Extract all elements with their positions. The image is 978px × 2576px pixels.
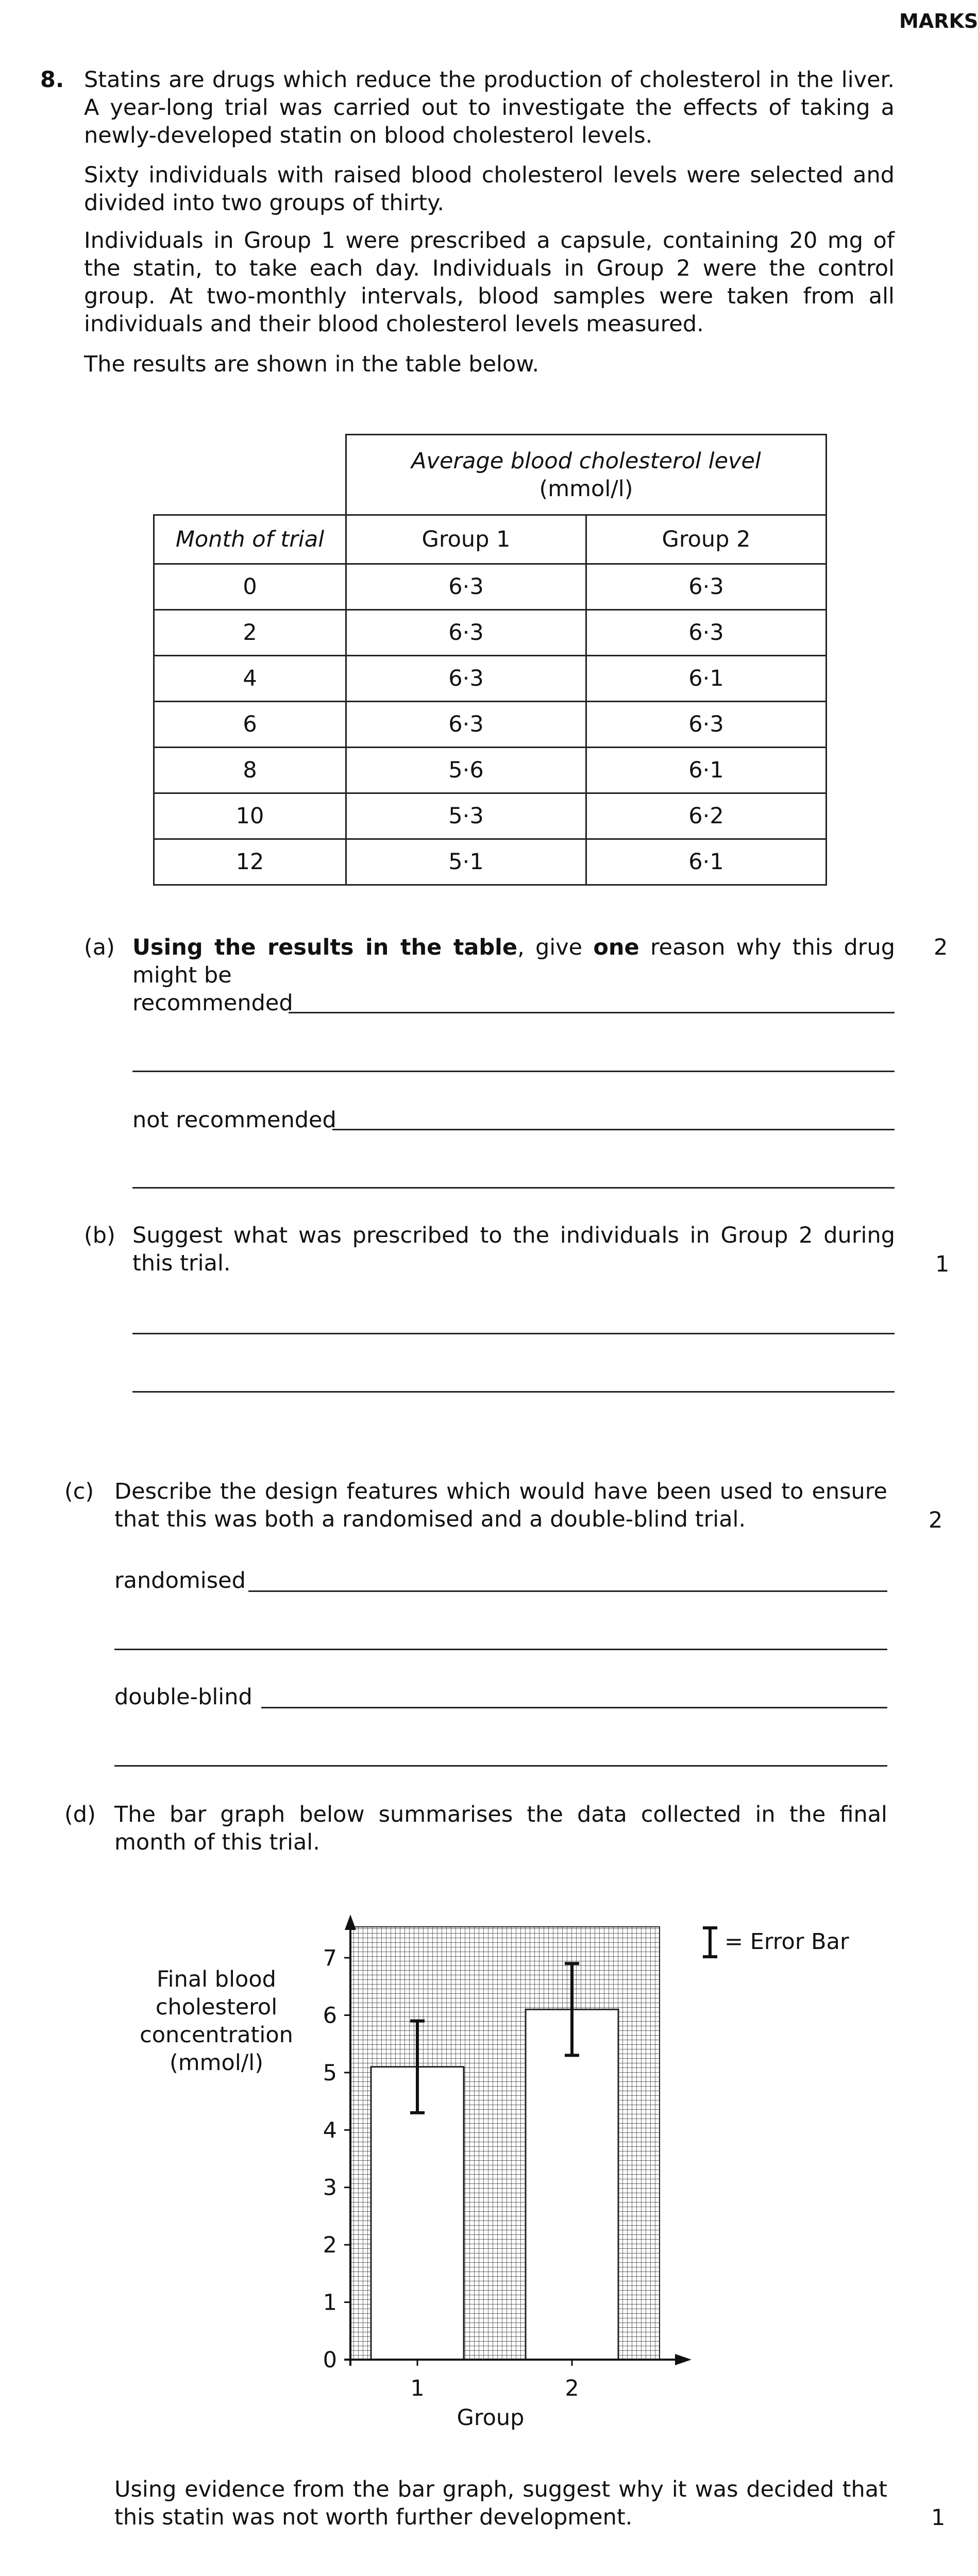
y-tick-label: 2	[323, 2232, 337, 2259]
table-cell: 6·1	[586, 748, 827, 793]
table-row	[154, 610, 827, 656]
y-axis-title-line: concentration	[140, 2022, 293, 2048]
y-axis-title-line: cholesterol	[155, 1994, 278, 2020]
part-d-mark: 1	[931, 2505, 946, 2531]
part-b-question: Suggest what was prescribed to the individuals in Group 2 during this trial.	[132, 1223, 895, 1276]
y-axis-arrow	[345, 1914, 356, 1930]
part-b-mark: 1	[935, 1251, 950, 1277]
table-cell: 6	[154, 702, 346, 748]
marks-column-header: MARKS	[899, 10, 978, 32]
part-a-text1: , give	[517, 935, 594, 960]
part-a-text2: reason why this drug might be	[132, 935, 896, 988]
table-cell: 12	[154, 839, 346, 885]
intro-paragraph-1: Statins are drugs which reduce the production of cholesterol in the liver. A year-long trial was carried out to investigate the effects of taking a newly-developed statin on blood cholesterol levels.	[84, 67, 895, 148]
table-header-group1: Group 1	[346, 515, 586, 564]
table-cell: 5·3	[346, 793, 586, 839]
y-tick-label: 4	[323, 2117, 337, 2144]
table-cell: 6·3	[346, 564, 586, 610]
y-axis-title	[131, 1965, 301, 2077]
part-c-prompt-double-blind: double-blind	[114, 1684, 252, 1710]
error-bar-legend	[703, 1928, 849, 1957]
answer-line[interactable]	[132, 1333, 895, 1334]
table-row	[154, 839, 827, 885]
part-d-intro: The bar graph below summarises the data collected in the final month of this trial.	[114, 1802, 887, 1855]
table-cell: 0	[154, 564, 346, 610]
bar-graph	[289, 1896, 871, 2452]
x-tick-label: 2	[565, 2376, 579, 2401]
table-cell: 6·2	[586, 793, 827, 839]
table-cell: 4	[154, 656, 346, 702]
answer-line[interactable]	[261, 1707, 887, 1708]
bar-group-2	[526, 2009, 618, 2360]
table-row	[154, 748, 827, 793]
table-row	[154, 656, 827, 702]
table-cell: 6·1	[586, 656, 827, 702]
table-header-month: Month of trial	[154, 515, 346, 564]
answer-line[interactable]	[132, 1187, 895, 1189]
answer-line[interactable]	[332, 1129, 895, 1130]
y-tick-label: 1	[323, 2290, 337, 2316]
part-c-prompt-randomised: randomised	[114, 1568, 246, 1594]
answer-line[interactable]	[132, 1391, 895, 1393]
answer-line[interactable]	[248, 1590, 887, 1592]
table-super-header	[346, 435, 827, 515]
part-a-question	[132, 934, 895, 989]
table-cell: 6·3	[586, 564, 827, 610]
part-b-label: (b)	[84, 1223, 115, 1248]
table-cell: 10	[154, 793, 346, 839]
x-axis-arrow	[675, 2354, 692, 2365]
x-axis-title: Group	[457, 2405, 525, 2431]
part-a-mark: 2	[934, 935, 948, 960]
answer-line[interactable]	[289, 1012, 895, 1013]
intro-paragraph-2: Sixty individuals with raised blood cholesterol levels were selected and divided into two groups of thirty.	[84, 162, 895, 216]
table-row	[154, 702, 827, 748]
part-d-question: Using evidence from the bar graph, suggest why it was decided that this statin was not worth further development.	[114, 2477, 887, 2530]
table-row	[154, 564, 827, 610]
intro-paragraph-4: The results are shown in the table below.	[84, 351, 539, 377]
y-axis-title-line: Final blood	[157, 1967, 276, 1992]
y-tick-label: 3	[323, 2175, 337, 2201]
part-c-label: (c)	[64, 1479, 94, 1504]
table-cell: 6·1	[586, 839, 827, 885]
y-axis-title-line: (mmol/l)	[169, 2050, 263, 2076]
table-header-group2: Group 2	[586, 515, 827, 564]
table-super-header-line2: (mmol/l)	[539, 476, 633, 502]
question-number: 8.	[40, 67, 64, 93]
table-cell: 6·3	[586, 610, 827, 656]
table-cell: 6·3	[346, 656, 586, 702]
y-tick-label: 5	[323, 2060, 337, 2086]
part-a-bold2: one	[593, 935, 639, 960]
results-table	[153, 434, 827, 886]
legend-label: = Error Bar	[724, 1929, 849, 1955]
table-cell: 8	[154, 748, 346, 793]
table-super-header-line1: Average blood cholesterol level	[411, 448, 761, 474]
y-tick-label: 0	[323, 2347, 337, 2373]
part-c-mark: 2	[929, 1507, 943, 1533]
part-d-label: (d)	[64, 1802, 96, 1827]
table-row	[154, 793, 827, 839]
table-cell: 5·6	[346, 748, 586, 793]
part-a-label: (a)	[84, 935, 115, 960]
y-tick-label: 6	[323, 2003, 337, 2029]
part-a-bold1: Using the results in the table	[132, 935, 518, 960]
table-cell: 6·3	[346, 610, 586, 656]
x-tick-label: 1	[410, 2376, 425, 2401]
intro-paragraph-3: Individuals in Group 1 were prescribed a capsule, containing 20 mg of the statin, to take each day. Individuals in Group 2 were the control group. At two-monthly intervals, blood samples were taken from all individuals and their blood cholesterol levels measured.	[84, 228, 895, 337]
part-a-prompt-not-recommended: not recommended	[132, 1107, 336, 1133]
y-tick-label: 7	[323, 1945, 337, 1971]
answer-line[interactable]	[132, 1071, 895, 1072]
answer-line[interactable]	[114, 1649, 887, 1650]
part-c-question: Describe the design features which would have been used to ensure that this was both a randomised and a double-blind trial.	[114, 1479, 887, 1532]
answer-line[interactable]	[114, 1765, 887, 1767]
table-blank-cell	[154, 435, 346, 515]
table-cell: 2	[154, 610, 346, 656]
table-cell: 6·3	[346, 702, 586, 748]
table-cell: 6·3	[586, 702, 827, 748]
part-a-prompt-recommended: recommended	[132, 990, 293, 1016]
table-cell: 5·1	[346, 839, 586, 885]
